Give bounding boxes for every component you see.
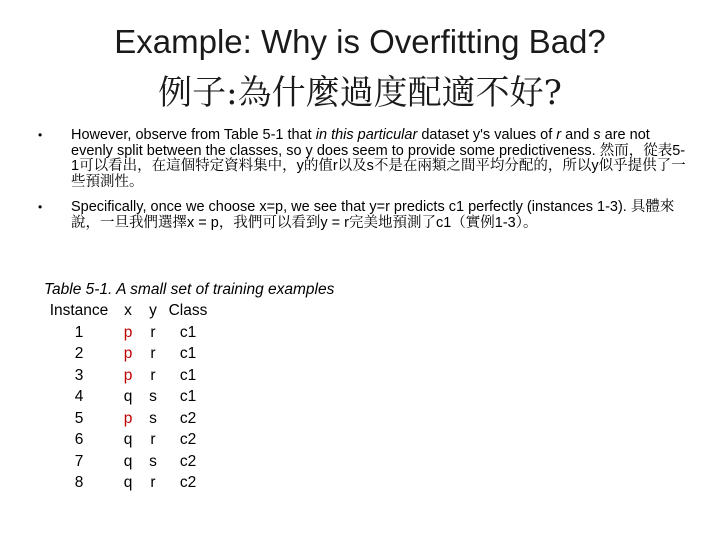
cell-instance: 8 — [74, 474, 84, 491]
cell-y: s — [149, 388, 157, 405]
header-x: x — [124, 302, 132, 319]
table-row — [43, 343, 211, 365]
cell-instance: 6 — [74, 431, 84, 448]
cell-class: c2 — [179, 431, 197, 448]
cell-instance: 2 — [74, 345, 84, 362]
bullet-list — [38, 128, 688, 241]
cell-y: r — [150, 431, 156, 448]
cell-class: c2 — [179, 452, 197, 470]
table-row — [43, 386, 211, 408]
bullet-dot-icon: • — [38, 128, 43, 142]
cell-y: s — [149, 409, 157, 427]
cell-x: p — [123, 323, 133, 341]
table-row — [43, 451, 211, 473]
cell-y: r — [150, 323, 156, 341]
cell-class: c2 — [179, 409, 197, 427]
cell-class: c2 — [179, 474, 197, 491]
bullet-text — [71, 127, 686, 190]
training-examples-table — [43, 300, 211, 494]
cell-class: c1 — [179, 345, 197, 362]
cell-instance: 7 — [74, 452, 84, 470]
bullet-text-italic: in this particular — [315, 127, 418, 143]
header-class: Class — [168, 302, 208, 319]
table-row — [43, 429, 211, 451]
table-row — [43, 365, 211, 387]
slide-title-chinese: 例子:為什麼過度配適不好? — [158, 73, 562, 113]
table-row — [43, 408, 211, 430]
table-row — [43, 472, 211, 494]
bullet-text-run: Specifically, once we choose x=p, we see that y=r predicts c1 perfectly (instances 1-3). 具體來說，一旦我們選擇x = p，我們可以看到y = r完美地預測了c1（實例1-3）。 — [71, 199, 675, 231]
table-caption: Table 5-1. A small set of training examples — [44, 281, 335, 298]
cell-x: q — [123, 388, 133, 405]
cell-y: r — [150, 474, 156, 491]
slide-title-english: Example: Why is Overfitting Bad? — [114, 23, 606, 60]
cell-x: p — [123, 366, 133, 384]
cell-x: q — [123, 431, 133, 448]
cell-instance: 1 — [74, 323, 84, 341]
bullet-item — [38, 128, 688, 190]
training-table-block — [44, 279, 334, 494]
header-instance: Instance — [49, 302, 109, 319]
cell-x: p — [123, 409, 133, 427]
cell-y: s — [149, 452, 157, 470]
bullet-text-run: However, observe from Table 5-1 that — [71, 127, 316, 143]
table-body — [43, 322, 211, 494]
cell-class: c1 — [179, 366, 197, 384]
bullet-text — [71, 199, 674, 231]
header-y: y — [149, 302, 157, 319]
cell-x: q — [123, 474, 133, 491]
bullet-text-run: and — [561, 127, 594, 143]
cell-class: c1 — [179, 323, 197, 341]
cell-instance: 4 — [74, 388, 84, 405]
table-header-row — [43, 300, 211, 322]
cell-instance: 3 — [74, 366, 84, 384]
bullet-text-italic: s — [593, 127, 601, 143]
bullet-text-run: are not evenly split between the classes, so y does seem to provide some predictiveness. 然而，從表5-1可以看出，在這個特定資料集中，y的值r以及s不是在兩類之間平均分配的，所以y似乎提供了一些預測性。 — [71, 127, 686, 190]
bullet-text-run: dataset y's values of — [417, 127, 557, 143]
bullet-text-italic: r — [556, 127, 562, 143]
cell-class: c1 — [179, 388, 197, 405]
bullet-item — [38, 200, 688, 231]
cell-x: q — [123, 452, 133, 470]
cell-y: r — [150, 366, 156, 384]
cell-y: r — [150, 345, 156, 362]
cell-x: p — [123, 345, 133, 362]
bullet-dot-icon: • — [38, 200, 43, 214]
cell-instance: 5 — [74, 409, 84, 427]
table-row — [43, 322, 211, 344]
